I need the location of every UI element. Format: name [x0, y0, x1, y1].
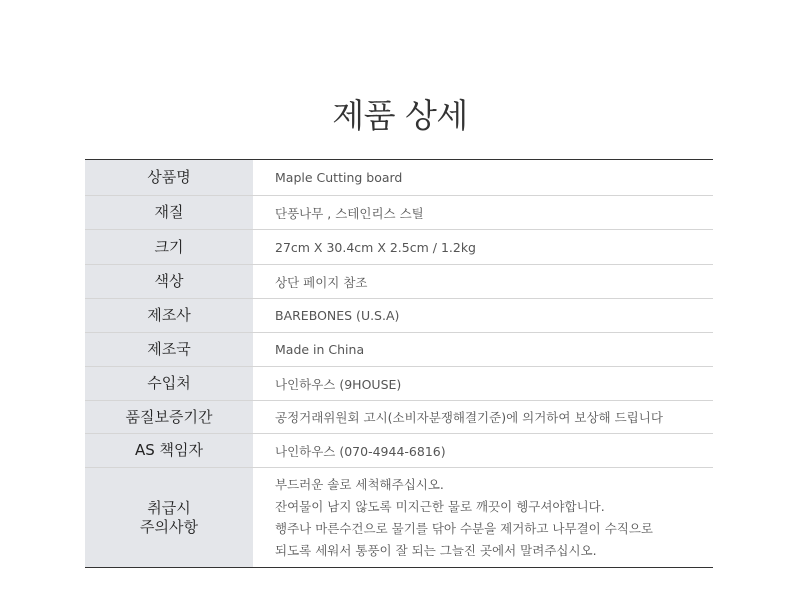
page-title: 제품 상세 [332, 96, 468, 135]
spec-value-manufacturer: BAREBONES (U.S.A) [253, 299, 713, 333]
spec-value-material: 단풍나무 , 스테인리스 스틸 [253, 196, 713, 230]
table-row [85, 196, 713, 230]
table-row [85, 230, 713, 265]
spec-value-warranty: 공정거래위원회 고시(소비자분쟁해결기준)에 의거하여 보상해 드립니다 [253, 401, 713, 434]
spec-value-product-name: Maple Cutting board [253, 160, 713, 196]
spec-label-as-contact: AS 책임자 [85, 434, 253, 468]
spec-label-material: 재질 [85, 196, 253, 230]
care-instruction-line: 행주나 마른수건으로 물기를 닦아 수분을 제거하고 나무결이 수직으로 [275, 520, 653, 536]
table-row [85, 299, 713, 333]
product-spec-table [85, 159, 713, 568]
spec-value-country: Made in China [253, 333, 713, 367]
spec-label-importer: 수입처 [85, 367, 253, 401]
table-row [85, 367, 713, 401]
care-instruction-line: 부드러운 솔로 세척해주십시오. [275, 476, 444, 492]
spec-label-color: 색상 [85, 265, 253, 299]
spec-label-product-name: 상품명 [85, 160, 253, 196]
table-row [85, 265, 713, 299]
spec-label-size: 크기 [85, 230, 253, 265]
spec-label-manufacturer: 제조사 [85, 299, 253, 333]
care-label-line: 주의사항 [140, 517, 198, 536]
spec-label-care [85, 468, 253, 568]
spec-value-color: 상단 페이지 참조 [253, 265, 713, 299]
table-row [85, 468, 713, 568]
table-row [85, 333, 713, 367]
spec-label-country: 제조국 [85, 333, 253, 367]
table-row [85, 160, 713, 196]
spec-value-importer: 나인하우스 (9HOUSE) [253, 367, 713, 401]
care-instruction-line: 되도록 세워서 통풍이 잘 되는 그늘진 곳에서 말려주십시오. [275, 542, 597, 558]
table-row [85, 401, 713, 434]
spec-value-size: 27cm X 30.4cm X 2.5cm / 1.2kg [253, 230, 713, 265]
spec-label-warranty: 품질보증기간 [85, 401, 253, 434]
spec-value-as-contact: 나인하우스 (070-4944-6816) [253, 434, 713, 468]
spec-value-care [253, 468, 713, 568]
care-instruction-line: 잔여물이 남지 않도록 미지근한 물로 깨끗이 헹구셔야합니다. [275, 498, 605, 514]
table-row [85, 434, 713, 468]
care-label-line: 취급시 [147, 498, 191, 517]
